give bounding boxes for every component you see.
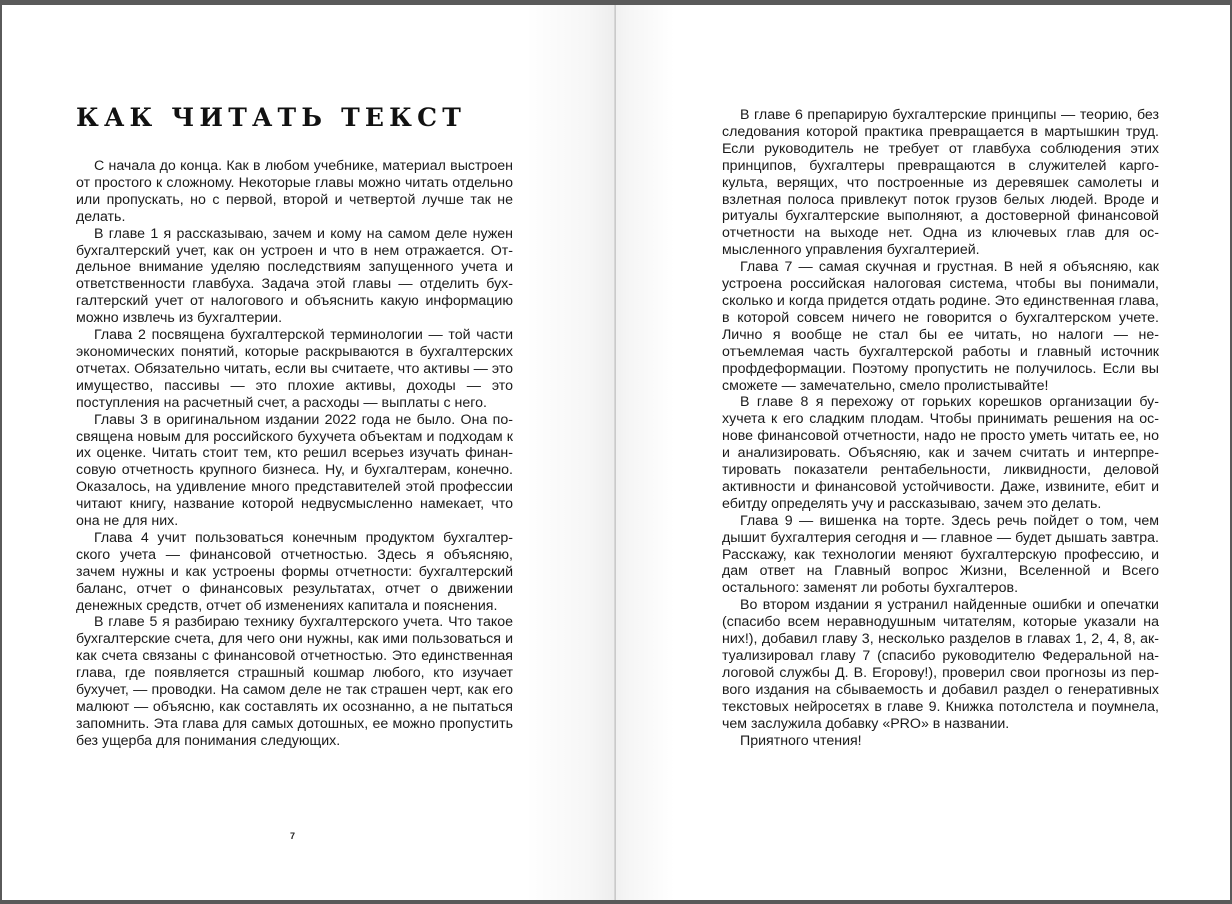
paragraph: В главе 5 я разбираю технику бухгалтерского учета. Что такое бухгалтерские счета, для чего они нужны, как ими пользоваться и как счета связаны с финансовой отчетностью. Это единственная глава, где появляется страшный кошмар любого, кто изучает бухучет, — проводки. На самом деле не так страшен черт, как его малюют — объясню, как составлять их осознанно, а не пытаться запомнить. Эта глава для самых дотошных, ее можно пропустить без ущерба для понимания следующих.	[76, 614, 513, 749]
paragraph: В главе 6 препарирую бухгалтерские принципы — теорию, без следования которой практика превращается в мартышкин труд. Если руководитель не требует от главбуха соблюдения этих принципов, бухгалтеры превращаются в служителей карго-культа, верящих, что построенные из деревяшек самолеты и взлетная полоса привлекут поток грузов белых людей. Вроде и ритуалы бухгалтерские выполняют, а достоверной финансовой отчетности на выходе нет. Одна из ключевых глав для осмысленного управления бухгалтерией.	[722, 107, 1159, 259]
paragraph: В главе 8 я перехожу от горьких корешков организации бухучета к его сладким плодам. Чтобы принимать решения на основе финансовой отчетности, надо не просто уметь читать ее, но и анализировать. Объясняю, как и зачем считать и интерпретировать показатели рентабельности, ликвидности, деловой активности и финансовой устойчивости. Даже, извините, ебит и ебитду определять учу и рассказываю, зачем это делать.	[722, 394, 1159, 512]
paragraph: В главе 1 я рассказываю, зачем и кому на самом деле нужен бухгалтерский учет, как он устроен и что в нем отражается. Отдельное внимание уделяю последствиям запущенного учета и ответственности главбуха. Задача этой главы — отделить бухгалтерский учет от налогового и объяснить какую информацию можно извлечь из бухгалтерии.	[76, 225, 513, 327]
page-number: 7	[290, 831, 296, 841]
right-page	[615, 5, 1230, 900]
left-page-text	[76, 158, 513, 750]
paragraph: Главы 3 в оригинальном издании 2022 года не было. Она посвящена новым для российского бухучета объектам и подходам к их оценке. Читать стоит тем, кто решил всерьез изучать финансовую отчетность крупного бизнеса. Ну, и бухгалтерам, конечно. Оказалось, на удивление много представителей этой профессии читают книгу, название которой недвусмысленно намекает, что она не для них.	[76, 411, 513, 530]
chapter-title: КАК ЧИТАТЬ ТЕКСТ	[76, 103, 466, 132]
paragraph: Приятного чтения!	[740, 732, 862, 749]
book-spread	[2, 5, 1230, 900]
left-page	[2, 5, 615, 900]
paragraph: Глава 9 — вишенка на торте. Здесь речь пойдет о том, чем дышит бухгалтерия сегодня и — главное — будет дышать завтра. Расскажу, как технологии меняют бухгалтерскую профессию, и дам ответ на Главный вопрос Жизни, Вселенной и Всего остального: заменят ли роботы бухгалтеров.	[722, 512, 1159, 597]
paragraph: Глава 7 — самая скучная и грустная. В ней я объясняю, как устроена российская налоговая система, чтобы вы понимали, сколько и когда придется отдать родине. Это единственная глава, в которой совсем ничего не говорится о бухгалтерском учете. Лично я вообще не стал бы ее читать, но налоги — неотъемлемая часть бухгалтерской работы и главный источник профдеформации. Поэтому пропустить не получилось. Если вы сможете — замечательно, смело пролистывайте!	[722, 259, 1159, 394]
paragraph: Глава 4 учит пользоваться конечным продуктом бухгалтерского учета — финансовой отчетностью. Здесь я объясняю, зачем нужны и как устроены формы отчетности: бухгалтерский баланс, отчет о финансовых результатах, отчет о движении денежных средств, отчет об изменениях капитала и пояснения.	[76, 529, 513, 614]
right-page-text	[722, 107, 1159, 749]
gutter-shadow	[615, 5, 675, 900]
paragraph: Глава 2 посвящена бухгалтерской терминологии — той части экономических понятий, которые раскрываются в бухгалтерских отчетах. Обязательно читать, если вы считаете, что активы — это имущество, пассивы — это плохие активы, доходы — это поступления на расчетный счет, а расходы — выплаты с него.	[76, 327, 513, 411]
paragraph: С начала до конца. Как в любом учебнике, материал выстроен от простого к сложному. Некоторые главы можно читать отдельно или пропускать, но с первой, второй и четвертой лучше так не делать.	[76, 158, 513, 225]
gutter-shadow	[525, 5, 615, 900]
paragraph: Во втором издании я устранил найденные ошибки и опечатки (спасибо всем неравнодушным читателям, которые указали на них!), добавил главу 3, несколько разделов в главах 1, 2, 4, 8, актуализировал главу 7 (спасибо руководителю Федеральной налоговой службы Д. В. Егорову!), проверил свои прогнозы из первого издания на сбываемость и добавил раздел о генеративных текстовых нейросетях в главе 9. Книжка потолстела и поумнела, чем заслужила добавку «PRO» в названии.	[722, 597, 1159, 732]
